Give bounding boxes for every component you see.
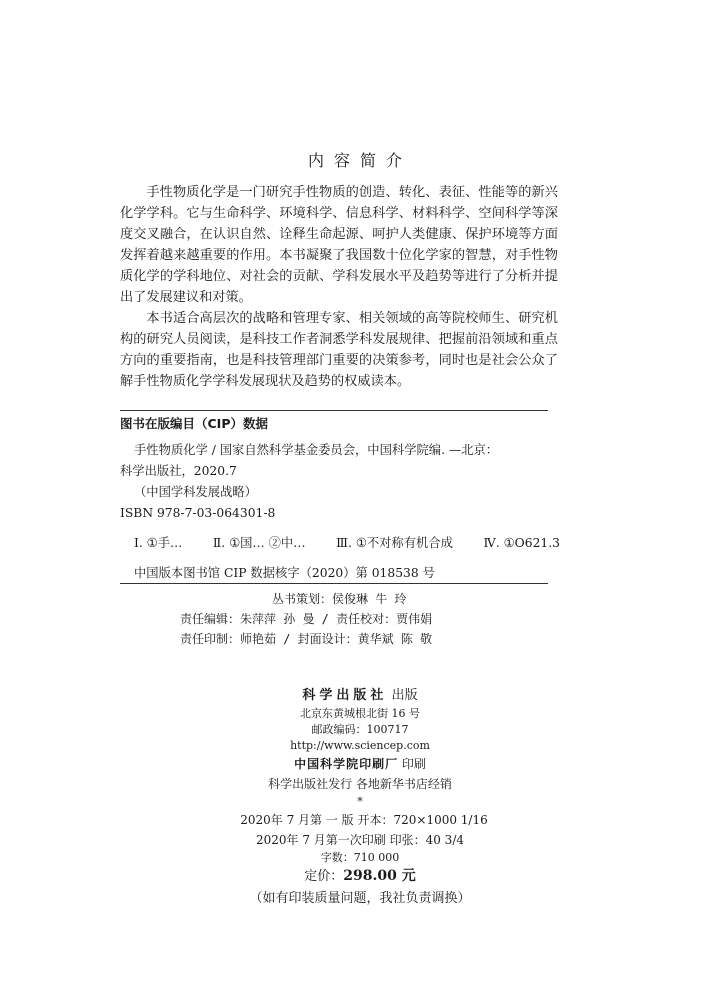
publication-info bbox=[0, 686, 720, 909]
printer-line bbox=[0, 754, 720, 774]
wordcount-line: 字数：710 000 bbox=[320, 851, 400, 864]
distribution-line: 科学出版社发行 各地新华书店经销 bbox=[268, 777, 452, 791]
edition-line: 2020年 7 月第 一 版 开本：720×1000 1/16 bbox=[240, 813, 488, 827]
price-label: 定价： bbox=[304, 869, 344, 884]
cip-class-1: Ⅰ. ①手… bbox=[134, 536, 183, 550]
credit-production: 责任印制：师艳茹 / 封面设计：黄华斌 陈 敬 bbox=[180, 632, 433, 646]
price-value: 298.00 元 bbox=[343, 868, 416, 884]
intro-paragraph-2: 本书适合高层次的战略和管理专家、相关领域的高等院校师生、研究机构的研究人员阅读，是科技工作者洞悉学科发展规律、把握前沿领域和重点方向的重要指南，也是科技管理部门重要的决策参考，同时也是社会公众了解手性物质化学学科发展现状及趋势的权威读本。 bbox=[120, 311, 558, 389]
cip-class-3: Ⅲ. ①不对称有机合成 bbox=[336, 536, 453, 550]
intro-paragraph-1: 手性物质化学是一门研究手性物质的创造、转化、表征、性能等的新兴化学学科。它与生命科学、环境科学、信息科学、材料科学、空间科学等深度交叉融合，在认识自然、诠释生命起源、呵护人类健康、保护环境等方面发挥着越来越重要的作用。本书凝聚了我国数十位化学家的智慧，对手性物质化学的学科地位、对社会的贡献、学科发展水平及趋势等进行了分析并提出了发展建议和对策。 bbox=[120, 185, 558, 305]
price-line bbox=[0, 866, 720, 887]
credit-series-planning: 丛书策划：侯俊琳 牛 玲 bbox=[272, 592, 407, 606]
divider-bottom bbox=[120, 583, 548, 584]
cip-line-publisher: 科学出版社，2020.7 bbox=[120, 464, 237, 478]
cip-classification bbox=[120, 533, 560, 554]
cip-line-series: （中国学科发展战略） bbox=[134, 485, 257, 499]
separator-star: * bbox=[357, 795, 363, 808]
publisher-address: 北京东黄城根北街 16 号 bbox=[300, 707, 420, 720]
publisher-line bbox=[0, 686, 720, 706]
cip-isbn: ISBN 978-7-03-064301-8 bbox=[120, 506, 276, 520]
cip-heading: 图书在版编目（CIP）数据 bbox=[120, 416, 268, 431]
divider-top bbox=[120, 410, 548, 411]
cip-line-title: 手性物质化学 / 国家自然科学基金委员会，中国科学院编. —北京： bbox=[134, 443, 499, 457]
cip-class-4: Ⅳ. ①O621.3 bbox=[483, 536, 560, 550]
credit-editors: 责任编辑：朱萍萍 孙 曼 / 责任校对：贾伟娟 bbox=[180, 612, 433, 626]
quality-notice: （如有印装质量问题，我社负责调换） bbox=[249, 891, 471, 906]
printing-line: 2020年 7 月第一次印刷 印张：40 3/4 bbox=[255, 833, 464, 847]
publisher-url: http://www.sciencep.com bbox=[290, 739, 430, 752]
publisher-postcode: 邮政编码：100717 bbox=[311, 723, 409, 736]
printer-suffix: 印刷 bbox=[401, 757, 426, 771]
page-title: 内容简介 bbox=[307, 151, 412, 170]
publisher-suffix: 出版 bbox=[391, 688, 418, 703]
publisher-name: 科学出版社 bbox=[302, 688, 388, 703]
cip-record bbox=[120, 440, 560, 584]
book-introduction bbox=[120, 182, 558, 392]
editorial-credits bbox=[180, 589, 560, 649]
printer-name: 中国科学院印刷厂 bbox=[294, 757, 399, 771]
cip-core-number: 中国版本图书馆 CIP 数据核字（2020）第 018538 号 bbox=[134, 566, 435, 580]
cip-class-2: Ⅱ. ①国… ②中… bbox=[212, 536, 306, 550]
